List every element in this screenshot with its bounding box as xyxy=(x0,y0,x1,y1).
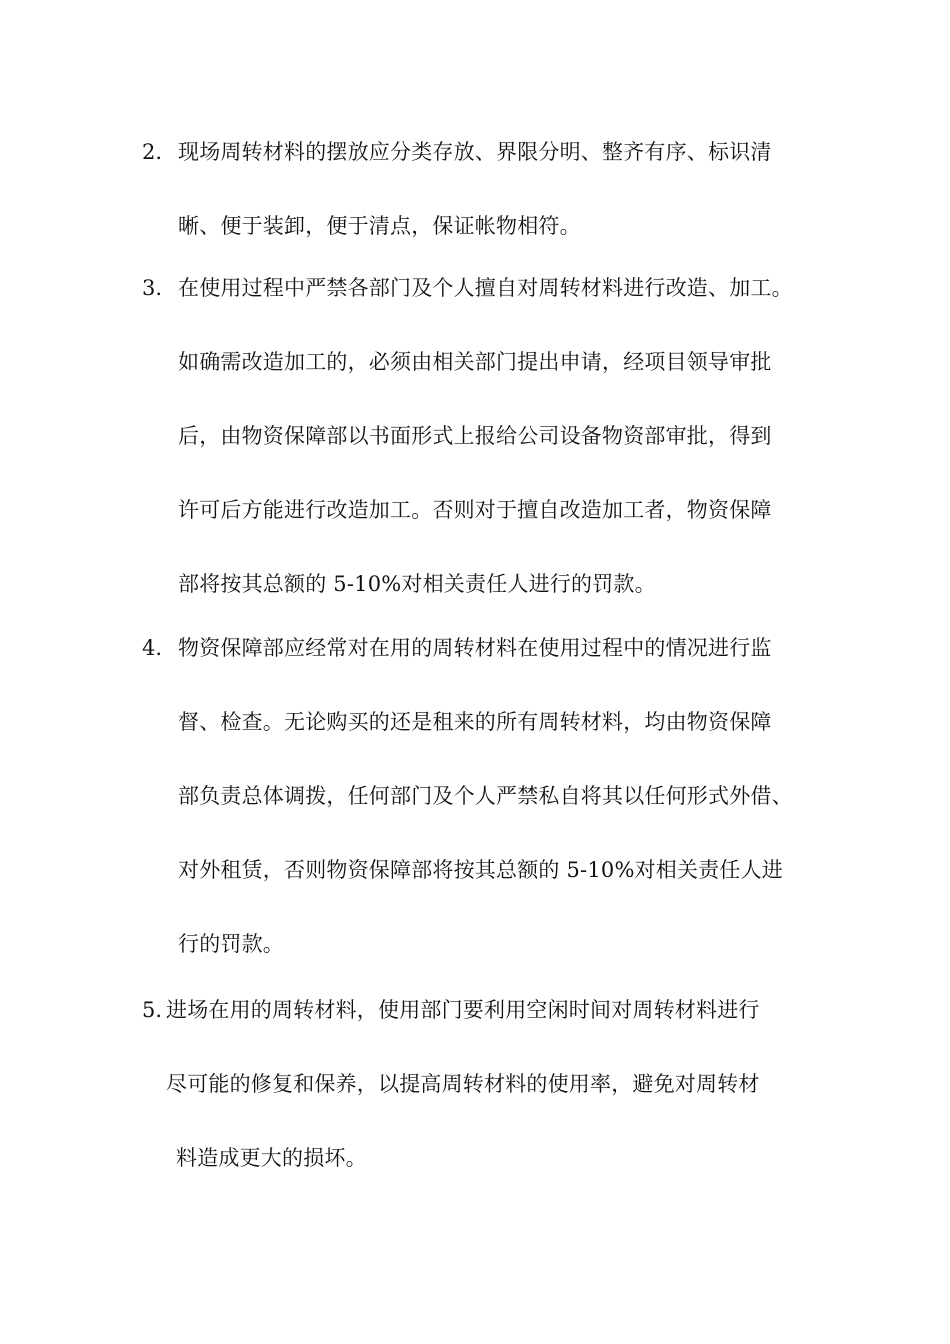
list-item-line: 料造成更大的损坏。 xyxy=(176,1146,367,1170)
list-number: 5. xyxy=(142,998,163,1022)
list-item-line: 如确需改造加工的，必须由相关部门提出申请，经项目领导审批 xyxy=(178,350,772,374)
list-number: 4. xyxy=(142,636,163,660)
list-number: 2. xyxy=(142,140,163,164)
list-item-line: 后，由物资保障部以书面形式上报给公司设备物资部审批，得到 xyxy=(178,424,772,448)
list-number: 3. xyxy=(142,276,163,300)
list-item-line: 行的罚款。 xyxy=(178,932,284,956)
list-item-line: 尽可能的修复和保养，以提高周转材料的使用率，避免对周转材 xyxy=(166,1072,760,1096)
list-item-line: 部负责总体调拨，任何部门及个人严禁私自将其以任何形式外借、 xyxy=(178,784,793,808)
list-item-line: 物资保障部应经常对在用的周转材料在使用过程中的情况进行监 xyxy=(178,636,772,660)
list-item-line: 进场在用的周转材料，使用部门要利用空闲时间对周转材料进行 xyxy=(166,998,760,1022)
list-item-line: 在使用过程中严禁各部门及个人擅自对周转材料进行改造、加工。 xyxy=(178,276,793,300)
list-item-line: 部将按其总额的 5-10%对相关责任人进行的罚款。 xyxy=(178,572,656,596)
list-item-line: 许可后方能进行改造加工。否则对于擅自改造加工者，物资保障 xyxy=(178,498,772,522)
list-item-line: 对外租赁，否则物资保障部将按其总额的 5-10%对相关责任人进 xyxy=(178,858,784,882)
list-item-line: 现场周转材料的摆放应分类存放、界限分明、整齐有序、标识清 xyxy=(178,140,772,164)
list-item-line: 督、检查。无论购买的还是租来的所有周转材料，均由物资保障 xyxy=(178,710,772,734)
list-item-line: 晰、便于装卸，便于清点，保证帐物相符。 xyxy=(178,214,581,238)
